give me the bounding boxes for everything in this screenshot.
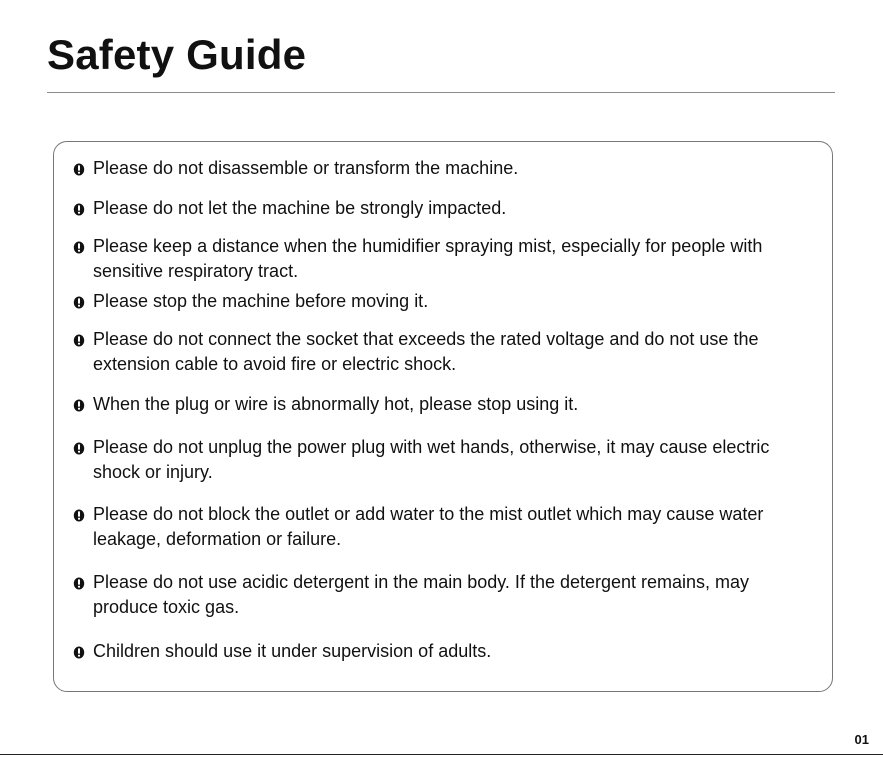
warning-exclamation-icon [72,196,87,221]
safety-item-text: Please do not unplug the power plug with wet hands, otherwise, it may cause electric shock or injury. [93,437,770,482]
safety-item-text: Please do not let the machine be strongly impacted. [93,198,507,218]
warning-exclamation-icon [72,570,87,595]
safety-item-text: Children should use it under supervision of adults. [93,641,492,661]
warning-exclamation-icon [72,392,87,417]
safety-item [72,392,812,417]
safety-item-text: Please stop the machine before moving it. [93,291,429,311]
safety-item-text: Please do not disassemble or transform the machine. [93,158,519,178]
safety-item-text: Please keep a distance when the humidifier spraying mist, especially for people with sensitive respiratory tract. [93,236,763,281]
warning-exclamation-icon [72,435,87,460]
warning-exclamation-icon [72,639,87,664]
safety-item [72,327,817,377]
warning-exclamation-icon [72,234,87,259]
warning-exclamation-icon [72,289,87,314]
page-number: 01 [854,732,869,747]
warning-exclamation-icon [72,327,87,352]
page-title: Safety Guide [47,31,307,78]
safety-item [72,289,812,314]
safety-item [72,502,812,552]
title-divider [47,92,835,93]
safety-item [72,156,812,181]
safety-item [72,435,812,485]
warning-exclamation-icon [72,502,87,527]
safety-item [72,196,812,221]
safety-item-text: Please do not use acidic detergent in the main body. If the detergent remains, may produce toxic gas. [93,572,750,617]
safety-item-text: Please do not connect the socket that exceeds the rated voltage and do not use the extension cable to avoid fire or electric shock. [93,329,759,374]
safety-item-text: When the plug or wire is abnormally hot, please stop using it. [93,394,579,414]
footer-divider [0,754,883,755]
safety-item [72,570,797,620]
safety-item [72,234,817,284]
safety-item-text: Please do not block the outlet or add water to the mist outlet which may cause water leakage, deformation or failure. [93,504,764,549]
safety-item [72,639,812,664]
warning-exclamation-icon [72,156,87,181]
